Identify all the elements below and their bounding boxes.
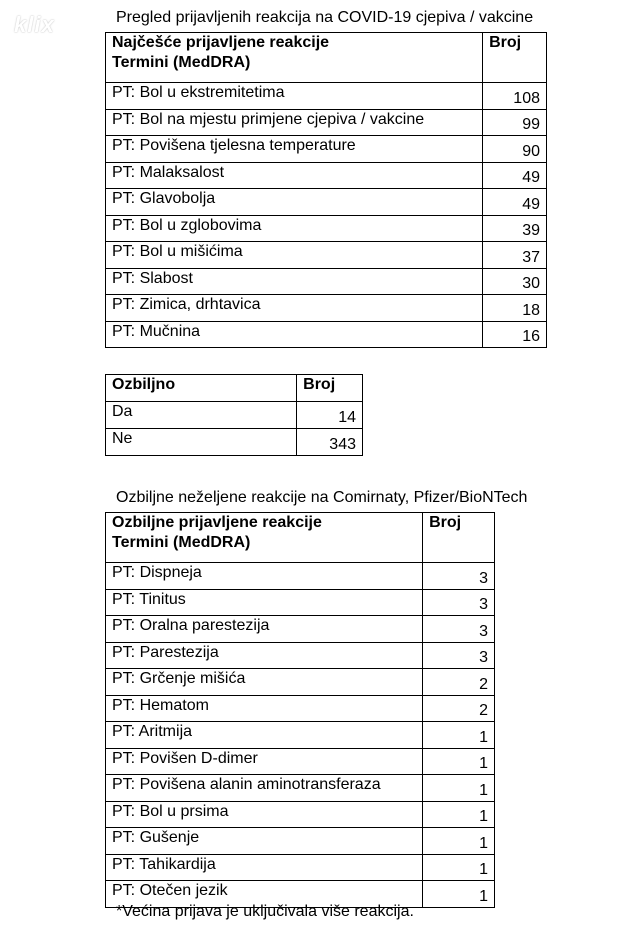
row-count: 1 — [423, 722, 495, 749]
row-label: PT: Bol u mišićima — [106, 242, 483, 269]
table-header-row — [106, 513, 495, 563]
table-row — [106, 215, 547, 242]
row-label: PT: Bol u ekstremitetima — [106, 83, 483, 110]
row-label: PT: Dispneja — [106, 563, 423, 590]
table-row — [106, 242, 547, 269]
row-count: 108 — [483, 83, 547, 110]
row-label: PT: Tahikardija — [106, 854, 423, 881]
header-line2: Termini (MedDRA) — [112, 534, 251, 551]
header-line2: Termini (MedDRA) — [112, 54, 251, 71]
row-count: 1 — [423, 854, 495, 881]
table-row — [106, 775, 495, 802]
table-row — [106, 642, 495, 669]
table-row — [106, 402, 363, 429]
serious-reactions-body — [106, 563, 495, 908]
header-line1: Najčešće prijavljene reakcije — [112, 34, 330, 51]
row-label: Ne — [106, 429, 297, 456]
row-label: PT: Bol na mjestu primjene cjepiva / vakcine — [106, 109, 483, 136]
row-label: PT: Grčenje mišića — [106, 669, 423, 696]
row-label: PT: Mučnina — [106, 321, 483, 348]
table-row — [106, 429, 363, 456]
row-count: 30 — [483, 268, 547, 295]
serious-summary-body — [106, 402, 363, 456]
serious-summary-table — [105, 374, 363, 456]
row-count: 2 — [423, 695, 495, 722]
table-row — [106, 722, 495, 749]
table-row — [106, 748, 495, 775]
table-row — [106, 801, 495, 828]
watermark-logo: klix — [14, 12, 55, 37]
row-count: 99 — [483, 109, 547, 136]
row-count: 37 — [483, 242, 547, 269]
common-reactions-body — [106, 83, 547, 348]
row-label: Da — [106, 402, 297, 429]
table-row — [106, 695, 495, 722]
row-label: PT: Glavobolja — [106, 189, 483, 216]
row-count: 1 — [423, 881, 495, 908]
row-label: PT: Parestezija — [106, 642, 423, 669]
table-row — [106, 136, 547, 163]
row-label: PT: Malaksalost — [106, 162, 483, 189]
row-label: PT: Slabost — [106, 268, 483, 295]
section1-caption: Pregled prijavljenih reakcija na COVID-19 cjepiva / vakcine — [116, 9, 534, 26]
row-count: 18 — [483, 295, 547, 322]
header-line1: Ozbiljne prijavljene reakcije — [112, 514, 322, 531]
row-count: 1 — [423, 828, 495, 855]
table-row — [106, 83, 547, 110]
row-label: PT: Zimica, drhtavica — [106, 295, 483, 322]
header-count: Broj — [297, 375, 363, 402]
row-count: 1 — [423, 801, 495, 828]
row-label: PT: Gušenje — [106, 828, 423, 855]
row-count: 3 — [423, 563, 495, 590]
row-count: 49 — [483, 162, 547, 189]
table-row — [106, 854, 495, 881]
row-count: 90 — [483, 136, 547, 163]
table-row — [106, 616, 495, 643]
row-label: PT: Povišen D-dimer — [106, 748, 423, 775]
table-row — [106, 268, 547, 295]
row-count: 16 — [483, 321, 547, 348]
row-count: 14 — [297, 402, 363, 429]
row-label: PT: Otečen jezik — [106, 881, 423, 908]
table-row — [106, 189, 547, 216]
row-label: PT: Hematom — [106, 695, 423, 722]
row-label: PT: Aritmija — [106, 722, 423, 749]
row-label: PT: Oralna parestezija — [106, 616, 423, 643]
header-count: Broj — [423, 513, 495, 563]
row-count: 3 — [423, 642, 495, 669]
header-reactions — [106, 33, 483, 83]
row-label: PT: Bol u zglobovima — [106, 215, 483, 242]
row-count: 1 — [423, 748, 495, 775]
table-header-row — [106, 375, 363, 402]
row-count: 49 — [483, 189, 547, 216]
row-count: 39 — [483, 215, 547, 242]
row-count: 2 — [423, 669, 495, 696]
table-row — [106, 589, 495, 616]
header-count: Broj — [483, 33, 547, 83]
common-reactions-table — [105, 32, 547, 348]
table-row — [106, 828, 495, 855]
table-header-row — [106, 33, 547, 83]
section3-caption: Ozbiljne neželjene reakcije na Comirnaty, Pfizer/BioNTech — [116, 489, 528, 506]
row-label: PT: Povišena tjelesna temperature — [106, 136, 483, 163]
row-count: 1 — [423, 775, 495, 802]
table-row — [106, 162, 547, 189]
header-serious: Ozbiljno — [106, 375, 297, 402]
table-row — [106, 295, 547, 322]
row-label: PT: Povišena alanin aminotransferaza — [106, 775, 423, 802]
serious-reactions-table — [105, 512, 495, 908]
row-label: PT: Tinitus — [106, 589, 423, 616]
row-count: 3 — [423, 616, 495, 643]
table-row — [106, 563, 495, 590]
header-reactions — [106, 513, 423, 563]
row-count: 343 — [297, 429, 363, 456]
row-label: PT: Bol u prsima — [106, 801, 423, 828]
table-row — [106, 321, 547, 348]
footnote: *Većina prijava je uključivala više reakcija. — [116, 903, 414, 920]
table-row — [106, 109, 547, 136]
row-count: 3 — [423, 589, 495, 616]
table-row — [106, 669, 495, 696]
